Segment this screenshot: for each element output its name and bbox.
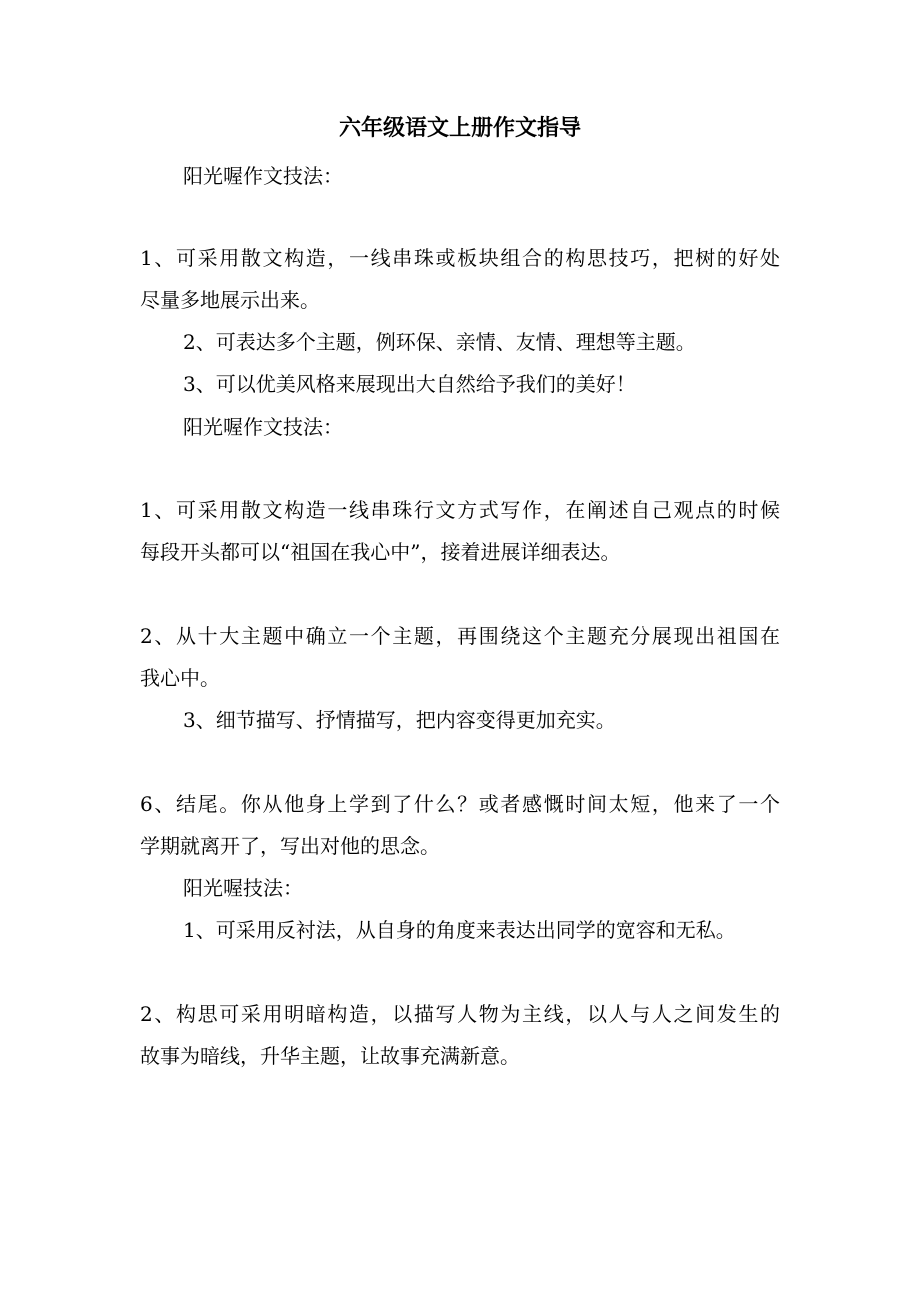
section-heading: 阳光喔技法： <box>183 876 303 900</box>
paragraph-line: 每段开头都可以“祖国在我心中”，接着进展详细表达。 <box>140 540 621 564</box>
section-heading: 阳光喔作文技法： <box>183 415 343 439</box>
paragraph-line: 2、可表达多个主题，例环保、亲情、友情、理想等主题。 <box>183 330 696 354</box>
paragraph-line: 1、可采用散文构造一线串珠行文方式写作，在阐述自己观点的时候 <box>140 498 780 522</box>
paragraph-line: 2、构思可采用明暗构造，以描写人物为主线，以人与人之间发生的 <box>140 1002 780 1026</box>
section-heading: 阳光喔作文技法： <box>183 164 343 188</box>
paragraph-line: 1、可采用散文构造，一线串珠或板块组合的构思技巧，把树的好处 <box>140 246 780 270</box>
paragraph-line: 3、可以优美风格来展现出大自然给予我们的美好！ <box>183 372 636 396</box>
paragraph-line: 我心中。 <box>140 666 220 690</box>
paragraph-line: 1、可采用反衬法，从自身的角度来表达出同学的宽容和无私。 <box>183 918 736 942</box>
paragraph-line: 3、细节描写、抒情描写，把内容变得更加充实。 <box>183 708 616 732</box>
paragraph-line: 学期就离开了，写出对他的思念。 <box>140 834 440 858</box>
paragraph-line: 尽量多地展示出来。 <box>140 288 320 312</box>
paragraph-line: 2、从十大主题中确立一个主题，再围绕这个主题充分展现出祖国在 <box>140 624 780 648</box>
paragraph-line: 6、结尾。你从他身上学到了什么？或者感慨时间太短，他来了一个 <box>140 792 780 816</box>
paragraph-line: 故事为暗线，升华主题，让故事充满新意。 <box>140 1044 520 1068</box>
document-title: 六年级语文上册作文指导 <box>338 115 581 141</box>
